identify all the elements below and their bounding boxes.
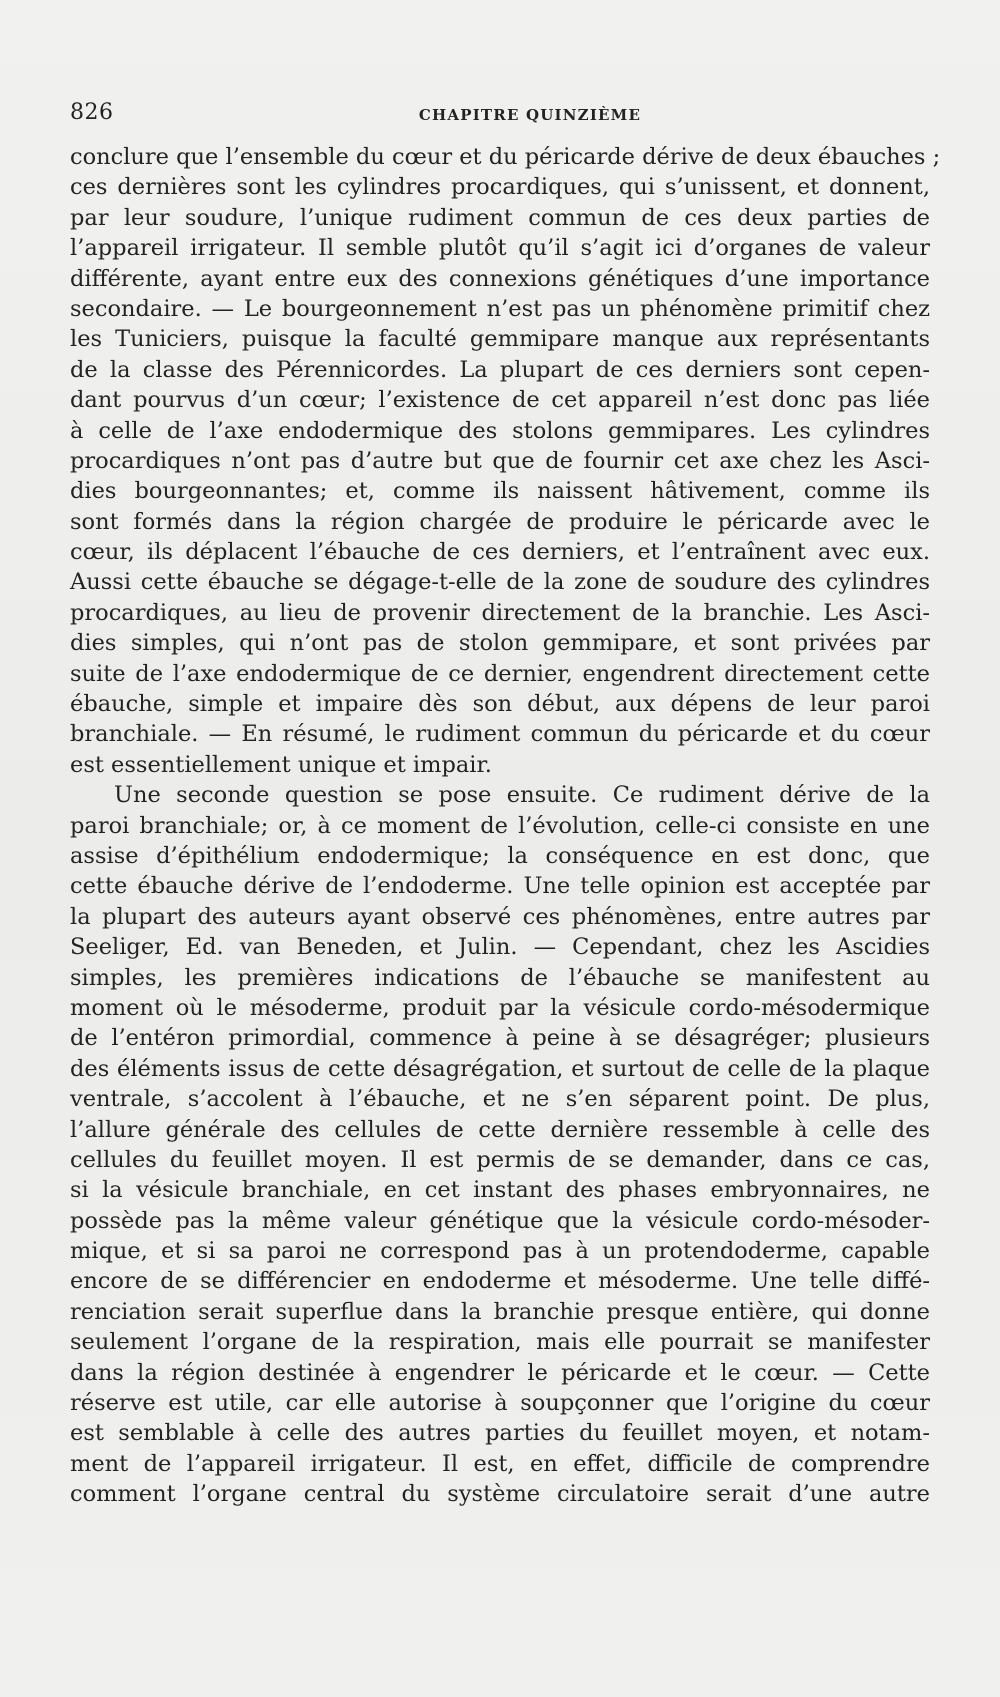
text-line: de l’entéron primordial, commence à peine à se désagréger; plusieurs [70, 1025, 930, 1052]
text-line: sont formés dans la région chargée de produire le péricarde avec le [70, 508, 930, 535]
text-line: à celle de l’axe endodermique des stolons gemmipares. Les cylindres [70, 417, 930, 444]
text-line: dans la région destinée à engendrer le péricarde et le cœur. — Cette [70, 1359, 930, 1386]
text-line: réserve est utile, car elle autorise à soupçonner que l’origine du cœur [70, 1390, 930, 1417]
paragraph-end-line: est essentiellement unique et impair. [70, 751, 492, 778]
text-line: dies simples, qui n’ont pas de stolon gemmipare, et sont privées par [70, 630, 930, 657]
text-line: mique, et si sa paroi ne correspond pas à un protendoderme, capable [70, 1238, 930, 1265]
text-line: des éléments issus de cette désagrégation, et surtout de celle de la plaque [70, 1055, 930, 1082]
paragraph-start-line: Une seconde question se pose ensuite. Ce rudiment dérive de la [114, 782, 930, 809]
running-head: CHAPITRE QUINZIÈME [418, 106, 642, 124]
text-line: est semblable à celle des autres parties du feuillet moyen, et notam- [70, 1420, 930, 1447]
text-line: ces dernières sont les cylindres procardiques, qui s’unissent, et donnent, [70, 174, 930, 201]
text-line: simples, les premières indications de l’ébauche se manifestent au [70, 964, 930, 991]
text-line: l’appareil irrigateur. Il semble plutôt qu’il s’agit ici d’organes de valeur [70, 235, 930, 262]
body-text [70, 142, 941, 1510]
text-line: possède pas la même valeur génétique que la vésicule cordo-mésoder- [70, 1207, 930, 1234]
text-line: cœur, ils déplacent l’ébauche de ces derniers, et l’entraînent avec eux. [70, 539, 930, 566]
text-line: encore de se différencier en endoderme et mésoderme. Une telle diffé- [70, 1268, 930, 1295]
text-line: suite de l’axe endodermique de ce dernier, engendrent directement cette [70, 660, 930, 687]
text-line: dant pourvus d’un cœur; l’existence de cet appareil n’est donc pas liée [70, 387, 930, 414]
text-line: dies bourgeonnantes; et, comme ils naissent hâtivement, comme ils [70, 478, 930, 505]
text-line: cellules du feuillet moyen. Il est permis de se demander, dans ce cas, [70, 1146, 930, 1173]
text-line: assise d’épithélium endodermique; la conséquence en est donc, que [70, 842, 930, 869]
text-line: ébauche, simple et impaire dès son début, aux dépens de leur paroi [70, 691, 930, 718]
text-line: les Tuniciers, puisque la faculté gemmipare manque aux représentants [70, 326, 930, 353]
text-line: différente, ayant entre eux des connexions génétiques d’une importance [70, 265, 930, 292]
text-line: conclure que l’ensemble du cœur et du péricarde dérive de deux ébauches ; [70, 144, 941, 170]
text-line: renciation serait superflue dans la branchie presque entière, qui donne [70, 1298, 930, 1325]
page-number: 826 [70, 100, 114, 125]
text-line: ventrale, s’accolent à l’ébauche, et ne s’en séparent point. De plus, [70, 1086, 930, 1113]
text-line: secondaire. — Le bourgeonnement n’est pas un phénomène primitif chez [70, 295, 930, 322]
text-line: cette ébauche dérive de l’endoderme. Une telle opinion est acceptée par [70, 873, 930, 900]
text-line: ment de l’appareil irrigateur. Il est, en effet, difficile de comprendre [70, 1450, 930, 1477]
text-line: branchiale. — En résumé, le rudiment commun du péricarde et du cœur [70, 721, 930, 748]
text-line: l’allure générale des cellules de cette dernière ressemble à celle des [70, 1116, 930, 1143]
text-line: procardiques, au lieu de provenir directement de la branchie. Les Asci- [70, 599, 930, 626]
text-line: de la classe des Pérennicordes. La plupart de ces derniers sont cepen- [70, 356, 930, 383]
text-line: seulement l’organe de la respiration, mais elle pourrait se manifester [70, 1329, 930, 1356]
text-line: si la vésicule branchiale, en cet instant des phases embryonnaires, ne [70, 1177, 930, 1204]
text-line: comment l’organe central du système circulatoire serait d’une autre [70, 1481, 930, 1508]
text-line: la plupart des auteurs ayant observé ces phénomènes, entre autres par [70, 903, 930, 930]
text-line: paroi branchiale; or, à ce moment de l’évolution, celle-ci consiste en une [70, 812, 930, 839]
text-line: procardiques n’ont pas d’autre but que de fournir cet axe chez les Asci- [70, 447, 930, 474]
text-line: par leur soudure, l’unique rudiment commun de ces deux parties de [70, 204, 930, 231]
text-line: moment où le mésoderme, produit par la vésicule cordo-mésodermique [70, 994, 930, 1021]
text-line: Seeliger, Ed. van Beneden, et Julin. — Cependant, chez les Ascidies [70, 934, 930, 961]
text-line: Aussi cette ébauche se dégage-t-elle de la zone de soudure des cylindres [70, 569, 930, 596]
